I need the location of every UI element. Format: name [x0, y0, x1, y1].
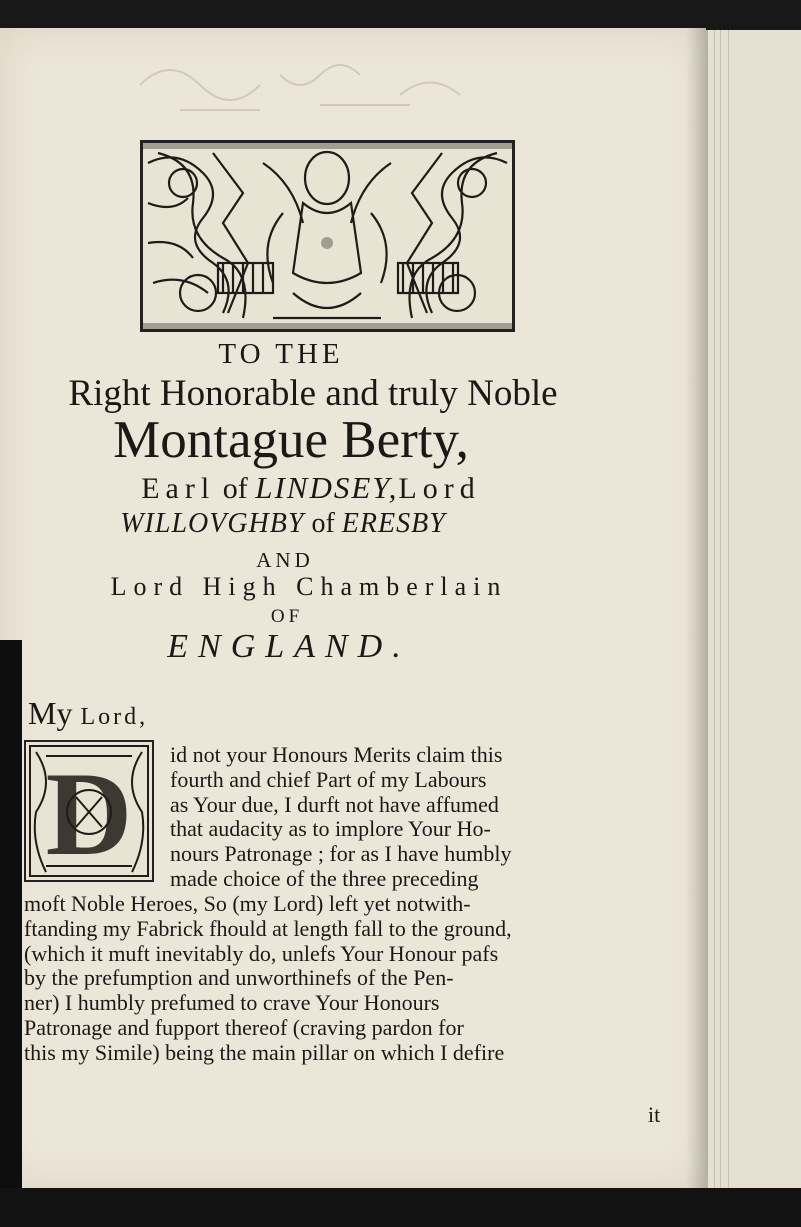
- lindsey-title: LINDSEY,: [255, 470, 399, 505]
- text-line: moft Noble Heroes, So (my Lord) left yet notwith-: [24, 891, 471, 916]
- gutter-shadow: [686, 28, 706, 1188]
- willoughby-of-word: of: [311, 508, 335, 539]
- text-line: ner) I humbly prefumed to crave Your Honours: [24, 990, 440, 1016]
- ornamental-headpiece: [140, 140, 515, 332]
- heading-name: Montague Berty,: [113, 411, 469, 469]
- heading-chamberlain: Lord High Chamberlain: [110, 572, 508, 601]
- text-line: by the prefumption and unworthinefs of the Pen-: [24, 965, 454, 991]
- salutation: [28, 695, 148, 732]
- heading-of: OF: [270, 606, 304, 627]
- text-line: (which it muft inevitably do, unlefs Your Honour pafs: [24, 940, 499, 966]
- left-binding-edge: [0, 640, 22, 1227]
- text-line: id not your Honours Merits claim this: [170, 742, 503, 767]
- initial-ornament: [26, 742, 152, 880]
- heading-earl-line: [0, 470, 664, 506]
- willoughby-title: WILLOVGHBY: [120, 508, 305, 539]
- text-line: Patronage and fupport thereof (craving pardon for: [24, 1014, 464, 1040]
- eresby-title: ERESBY: [341, 508, 446, 539]
- heading-england: ENGLAND.: [167, 628, 411, 665]
- text-line: nours Patronage ; for as I have humbly: [170, 841, 512, 867]
- heading-right-honorable: Right Honorable and truly Noble: [68, 373, 558, 414]
- text-line: fourth and chief Part of my Labours: [170, 766, 487, 792]
- heading-to-the: TO THE: [218, 338, 344, 370]
- paragraph-indented: [170, 743, 512, 892]
- lord-word: Lord: [398, 472, 481, 505]
- decorated-initial: [24, 740, 154, 882]
- facing-page-edge: [706, 30, 801, 1200]
- heading-and: AND: [256, 548, 314, 572]
- text-line: as Your due, I durft not have affumed: [170, 791, 499, 817]
- salutation-my: My: [28, 695, 73, 731]
- salutation-lord: Lord,: [80, 704, 149, 730]
- text-line: that audacity as to implore Your Ho-: [170, 816, 491, 842]
- text-line: made choice of the three preceding: [170, 865, 479, 891]
- text-line: ftanding my Fabrick fhould at length fall to the ground,: [24, 915, 512, 941]
- show-through-bleed: [120, 45, 540, 125]
- text-line: this my Simile) being the main pillar on which I defire: [24, 1039, 505, 1065]
- paragraph-full-width: [24, 892, 512, 1066]
- catchword: it: [648, 1102, 661, 1127]
- dropcap-letter: D: [45, 747, 133, 880]
- earl-of-word: of: [222, 472, 248, 505]
- headpiece-engraving: [143, 143, 512, 329]
- heading-willoughby-line: [0, 508, 636, 540]
- earl-word: Earl: [141, 472, 216, 505]
- bottom-shadow: [0, 1188, 801, 1227]
